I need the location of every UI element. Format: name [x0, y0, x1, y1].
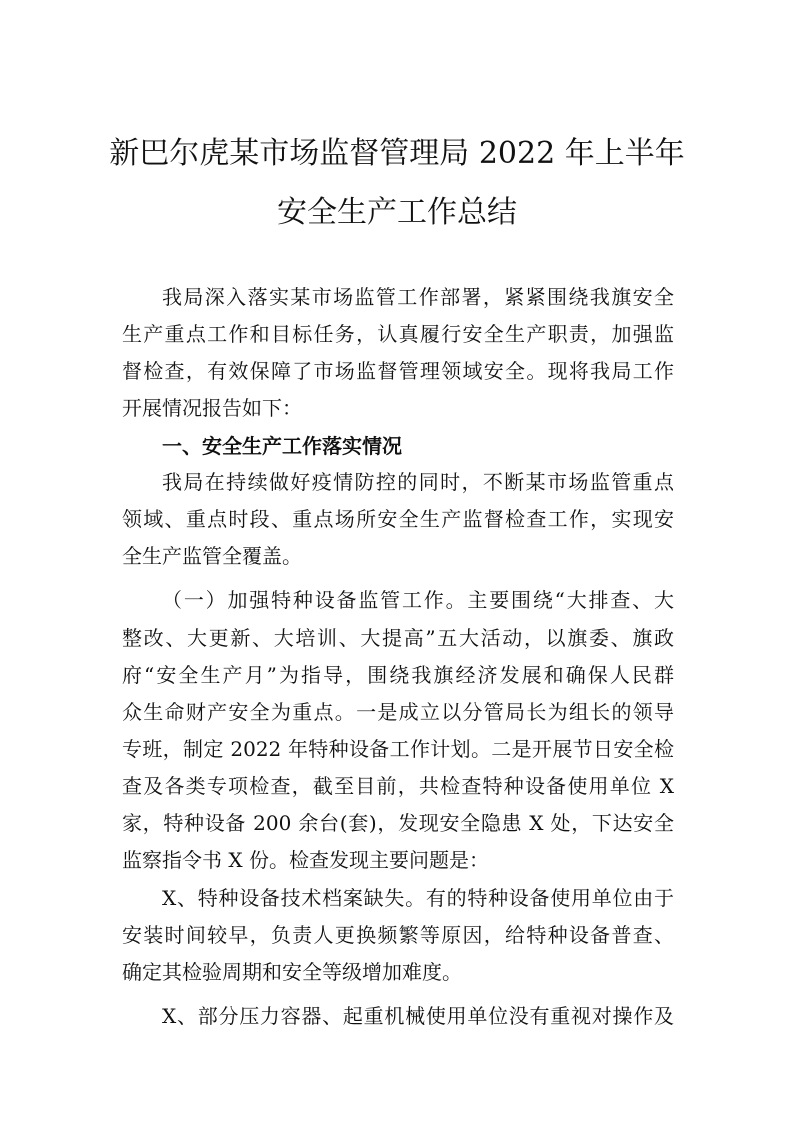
paragraph-2-line-3: 全生产监管全覆盖。 [122, 544, 302, 568]
section-heading-1: 一、安全生产工作落实情况 [162, 434, 402, 458]
paragraph-4-line-3: 确定其检验周期和安全等级增加难度。 [122, 960, 462, 984]
paragraph-3-line-4: 众生命财产安全为重点。一是成立以分管局长为组长的领导 [122, 700, 674, 724]
paragraph-1-line-1: 我局深入落实某市场监管工作部署，紧紧围绕我旗安全 [162, 285, 674, 309]
paragraph-4-line-2: 安装时间较早，负责人更换频繁等原因，给特种设备普查、 [122, 923, 674, 947]
paragraph-2-line-2: 领域、重点时段、重点场所安全生产监督检查工作，实现安 [122, 507, 674, 531]
paragraph-3-line-6: 查及各类专项检查，截至目前，共检查特种设备使用单位 X [122, 774, 674, 798]
paragraph-1-line-3: 督检查，有效保障了市场监督管理领域安全。现将我局工作 [122, 359, 674, 383]
paragraph-3-line-5: 专班，制定 2022 年特种设备工作计划。二是开展节日安全检 [122, 737, 674, 761]
paragraph-4-line-1: X、特种设备技术档案缺失。有的特种设备使用单位由于 [162, 886, 674, 910]
paragraph-5-line-1: X、部分压力容器、起重机械使用单位没有重视对操作及 [162, 1004, 674, 1028]
paragraph-3-line-3: 府“安全生产月”为指导，围绕我旗经济发展和确保人民群 [122, 663, 674, 687]
document-title-line-1: 新巴尔虎某市场监督管理局 2022 年上半年 [109, 136, 685, 171]
paragraph-1-line-2: 生产重点工作和目标任务，认真履行安全生产职责，加强监 [122, 322, 674, 346]
paragraph-3-line-7: 家，特种设备 200 余台(套)，发现安全隐患 X 处，下达安全 [122, 811, 674, 835]
paragraph-3-line-2: 整改、大更新、大培训、大提高”五大活动，以旗委、旗政 [122, 626, 674, 650]
document-title-line-2: 安全生产工作总结 [277, 195, 517, 230]
paragraph-3-line-8: 监察指令书 X 份。检查发现主要问题是： [122, 848, 489, 872]
paragraph-2-line-1: 我局在持续做好疫情防控的同时，不断某市场监管重点 [162, 470, 674, 494]
paragraph-1-line-4: 开展情况报告如下： [122, 396, 302, 420]
paragraph-3-line-1: （一）加强特种设备监管工作。主要围绕“大排查、大 [162, 588, 674, 612]
